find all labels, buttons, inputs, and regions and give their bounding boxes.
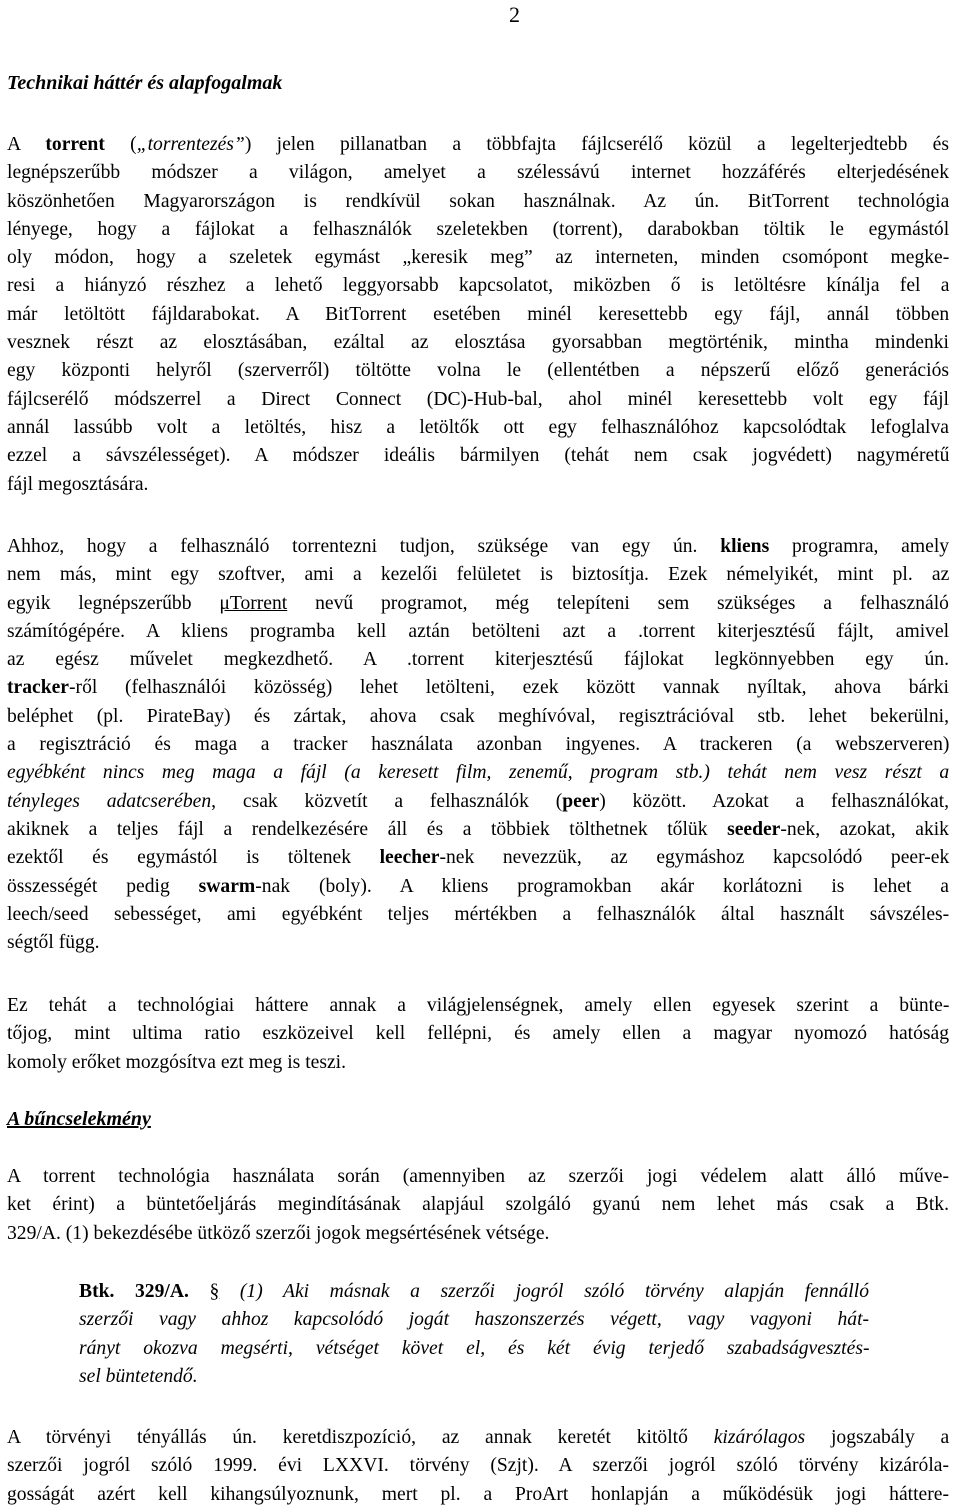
- text-line: szerzői jogról szóló 1999. évi LXXVI. törvény (Szjt). A szerzői jogról szóló törvény kizáróla-: [7, 1455, 949, 1477]
- text-line: egy központi helyről (szerverről) töltötte volna le (ellentétben a népszerű előző generációs: [7, 360, 949, 382]
- text-line: lényege, hogy a fájlokat a felhasználók szeletekben (torrent), darabokban töltik le egymástól: [7, 218, 950, 240]
- text-line: rányt okozva megsérti, vétséget követ el, és két évig terjedő szabadságvesztés-: [79, 1337, 870, 1359]
- text-line: leech/seed sebességet, ami egyébként teljes mértékben a felhasználók által használt sávszéles-: [7, 903, 950, 925]
- text-line: 329/A. (1) bekezdésébe ütköző szerzői jogok megsértésének vétsége.: [7, 1222, 550, 1244]
- text-line: tracker-ről (felhasználói közösség) lehet letölteni, ezek között vannak nyíltak, ahova bárki: [7, 677, 949, 699]
- text-line: ket érint) a büntetőeljárás megindításának alapjául szolgáló gyanú nem lehet más csak a Btk.: [7, 1194, 949, 1216]
- text-line: egyébként nincs meg maga a fájl (a keresett film, zenemű, program stb.) tehát nem vesz részt a: [7, 762, 950, 784]
- paragraph-legal-framework: [7, 1424, 949, 1509]
- text-line: sel büntetendő.: [79, 1365, 198, 1387]
- text-line: már letöltött fájldarabokat. A BitTorrent esetében minél keresettebb egy fájl, annál többen: [7, 303, 950, 325]
- text-line: fájlcserélő módszerrel a Direct Connect (DC)-Hub-bal, ahol minél keresettebb volt egy fájl: [7, 388, 949, 410]
- text-line: tőjog, mint ultima ratio eszközeivel kell fellépni, és amely ellen a magyar nyomozó hatóság: [7, 1023, 949, 1045]
- text-line: ségtől függ.: [7, 932, 100, 954]
- text-line: resi a hiányzó részhez a lehető leggyorsabb kapcsolatot, miközben ő is letöltésre kínálja fel a: [7, 275, 950, 297]
- text-line: számítógépére. A kliens programba kell aztán betölteni azt a .torrent kiterjesztésű fájlt, amivel: [7, 620, 950, 642]
- text-line: köszönhetően Magyarországon is rendkívül sokan használnak. Az ún. BitTorrent technológia: [7, 190, 950, 212]
- law-quote-btk-329a: [79, 1278, 869, 1391]
- text-line: legnépszerűbb módszer a világon, amelyet a szélessávú internet hozzáférés elterjedésének: [7, 162, 950, 184]
- text-line: annál lassúbb volt a letöltés, hisz a letöltők ott egy felhasználóhoz kapcsolódtak lefoglalva: [7, 416, 949, 438]
- text-line: A torrent („torrentezés”) jelen pillanatban a többfajta fájlcserélő közül a legelterjedtebb és: [7, 134, 950, 155]
- paragraph-torrent-intro: [7, 131, 949, 499]
- paragraph-criminal-procedure: [7, 1163, 949, 1248]
- text-line: akiknek a teljes fájl a rendelkezésére áll és a többiek tölthetnek tőlük seeder-nek, azokat, akik: [7, 818, 949, 840]
- paragraph-conclusion: [7, 992, 949, 1077]
- text-line: oly módon, hogy a szeletek egymást „keresik meg” az interneten, minden csomópont megke-: [7, 247, 950, 269]
- text-line: beléphet (pl. PirateBay) és zártak, ahova csak meghívóval, regisztrációval stb. lehet bekerülni,: [7, 705, 949, 727]
- text-line: Ahhoz, hogy a felhasználó torrentezni tudjon, szüksége van egy ún. kliens programra, amely: [7, 536, 950, 557]
- text-line: ezzel a sávszélességet). A módszer ideális bármilyen (tehát nem csak jogvédett) nagyméretű: [7, 445, 950, 467]
- utorrent-link[interactable]: μTorrent: [219, 592, 288, 614]
- text-line: tényleges adatcserében, csak közvetít a felhasználók (peer) között. Azokat a felhasználókat,: [7, 790, 950, 812]
- text-line: nem más, mint egy szoftver, ami a kezelői felületet is biztosítja. Ezek némelyikét, mint pl. az: [7, 564, 950, 586]
- text-line: a regisztráció és maga a tracker használata azonban ingyenes. A trackeren (a webszerveren): [7, 734, 950, 756]
- section-heading-technical-background: Technikai háttér és alapfogalmak: [7, 72, 283, 94]
- text-line: szerzői vagy ahhoz kapcsolódó jogát haszonszerzés végett, vagy vagyoni hát-: [79, 1309, 870, 1331]
- text-line: vesznek részt az elosztásában, ezáltal az elosztása gyorsabban megtörténik, mintha mindenki: [7, 332, 949, 354]
- text-line: A törvényi tényállás ún. keretdiszpozíció, az annak keretét kitöltő kizárólagos jogszabály a: [7, 1427, 950, 1448]
- page-number: 2: [509, 2, 520, 27]
- text-line: gosságát azért kell kihangsúlyoznunk, mert pl. a ProArt honlapján a működésük jogi háttere-: [7, 1483, 949, 1505]
- text-line: Ez tehát a technológiai háttere annak a világjelenségnek, amely ellen egyesek szerint a bünte-: [7, 995, 950, 1016]
- text-line: egyik legnépszerűbb μTorrent nevű programot, még telepíteni sem szükséges a felhasználó: [7, 592, 949, 614]
- paragraph-client-and-tracker: [7, 533, 949, 957]
- text-line: komoly erőket mozgósítva ezt meg is teszi.: [7, 1051, 346, 1073]
- text-line: A torrent technológia használata során (amennyiben az szerzői jogi védelem alatt álló műve-: [7, 1166, 949, 1187]
- text-line: összességét pedig swarm-nak (boly). A kliens programokban akár korlátozni is lehet a: [7, 875, 949, 897]
- text-line: Btk. 329/A. § (1) Aki másnak a szerzői jogról szóló törvény alapján fennálló: [79, 1281, 869, 1302]
- section-heading-crime: A bűncselekmény: [7, 1108, 151, 1130]
- text-line: az egész művelet megkezdhető. A .torrent kiterjesztésű fájlokat legkönnyebben egy ún.: [7, 649, 949, 671]
- text-line: fájl megosztására.: [7, 473, 149, 495]
- text-line: ezektől és egymástól is töltenek leecher-nek nevezzük, az egymáshoz kapcsolódó peer-ek: [7, 847, 950, 869]
